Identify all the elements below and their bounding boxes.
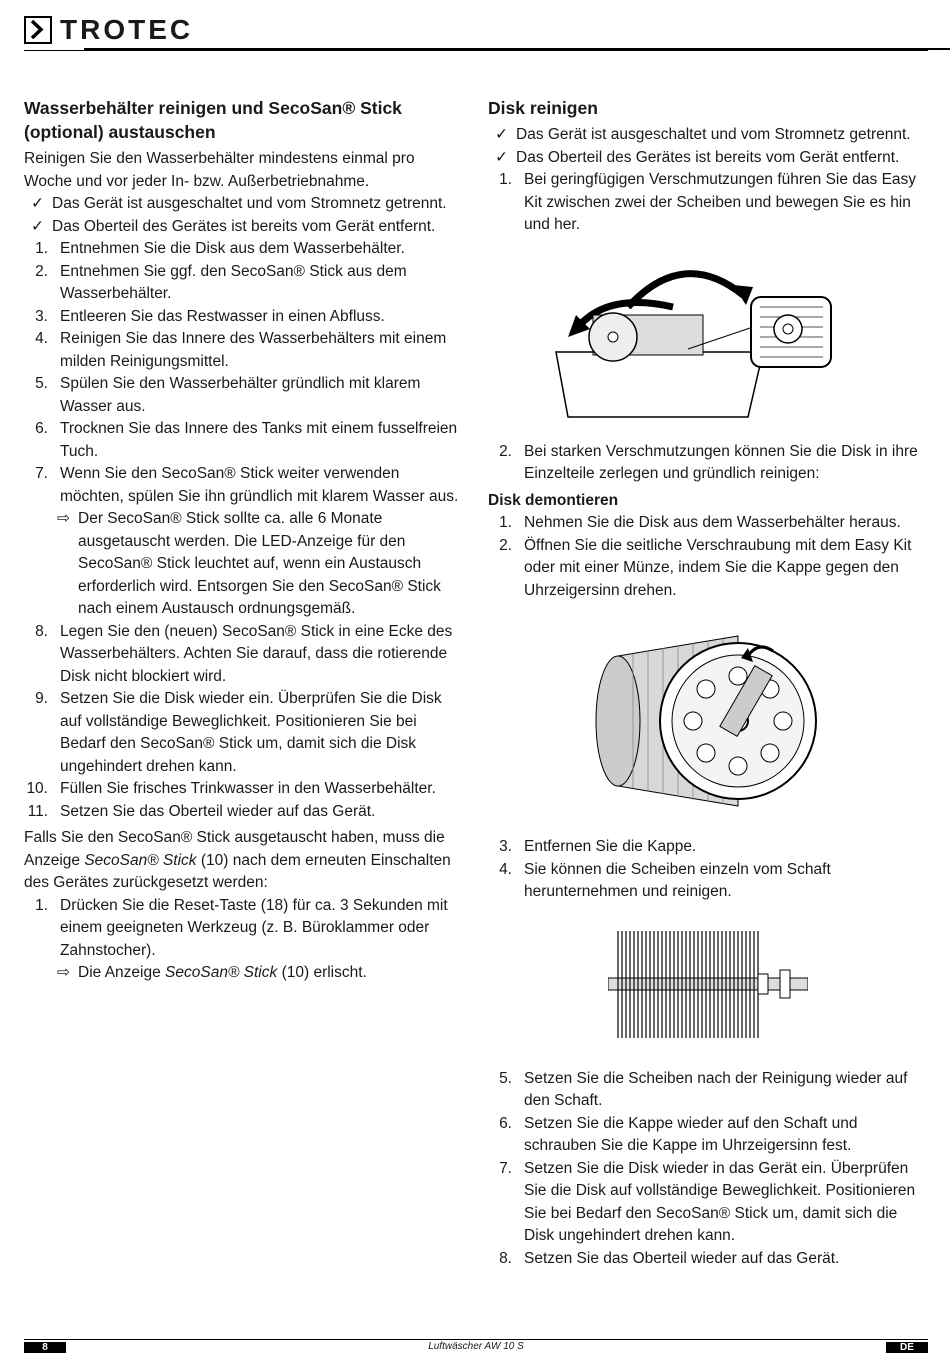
check-item: ✓ Das Gerät ist ausgeschaltet und vom Stromnetz getrennt.	[24, 193, 464, 216]
subsection-title-disassemble: Disk demontieren	[488, 491, 619, 509]
check-item: ✓ Das Oberteil des Gerätes ist bereits vom Gerät entfernt.	[488, 147, 928, 170]
disk-cleaning-illustration	[538, 257, 878, 427]
list-item: 4. Reinigen Sie das Innere des Wasserbehälters mit einem milden Reinigungsmittel.	[35, 330, 447, 370]
list-item: 6. Trocknen Sie das Innere des Tanks mit einem fusselfreien Tuch.	[35, 420, 458, 460]
list-item: 7. Wenn Sie den SecoSan® Stick weiter verwenden möchten, spülen Sie ihn gründlich mit klarem Wasser aus.	[35, 465, 459, 505]
right-column	[488, 96, 928, 1270]
list-item: 1. Entnehmen Sie die Disk aus dem Wasserbehälter.	[35, 240, 405, 257]
list-item: 3. Entleeren Sie das Restwasser in einen Abfluss.	[35, 307, 385, 325]
check-icon: ✓	[31, 217, 44, 235]
arrow-right-icon: ⇨	[57, 964, 70, 981]
list-item: 1. Drücken Sie die Reset-Taste (18) für ca. 3 Sekunden mit einem geeigneten Werkzeug (z. B. Büroklammer oder Zahnstocher).	[35, 896, 448, 959]
list-item: 2. Öffnen Sie die seitliche Verschraubung mit dem Easy Kit oder mit einer Münze, indem Sie die Kappe gegen den Uhrzeigersinn drehen.	[499, 536, 912, 599]
check-icon: ✓	[31, 195, 44, 212]
reset-paragraph: Falls Sie den SecoSan® Stick ausgetauscht haben, muss die Anzeige SecoSan® Stick (10) nach dem erneuten Einschalten des Gerätes zurückgesetzt werden:	[24, 829, 451, 891]
list-item: 8. Legen Sie den (neuen) SecoSan® Stick in eine Ecke des Wasserbehälters. Achten Sie darauf, dass die rotierende Disk nicht blockiert wird.	[35, 622, 453, 685]
language-code: DE	[886, 1342, 928, 1353]
list-item: 4. Sie können die Scheiben einzeln vom Schaft herunternehmen und reinigen.	[499, 860, 831, 900]
check-item: ✓ Das Oberteil des Gerätes ist bereits vom Gerät entfernt.	[24, 216, 464, 239]
list-item: 11. Setzen Sie das Oberteil wieder auf das Gerät.	[27, 802, 376, 820]
list-item: 1. Bei geringfügigen Verschmutzungen führen Sie das Easy Kit zwischen zwei der Scheiben und bewegen Sie es hin und her.	[499, 171, 917, 233]
page-footer	[24, 1339, 928, 1354]
list-item: 3. Entfernen Sie die Kappe.	[499, 838, 697, 855]
list-item: 2. Entnehmen Sie ggf. den SecoSan® Stick aus dem Wasserbehälter.	[35, 262, 407, 302]
section-title-disk: Disk reinigen	[488, 98, 598, 118]
brand-name: TROTEC	[60, 14, 194, 45]
list-item: 10. Füllen Sie frisches Trinkwasser in den Wasserbehälter.	[26, 780, 436, 797]
product-name: Luftwäscher AW 10 S	[428, 1341, 524, 1352]
arrow-right-icon: ⇨	[57, 510, 70, 527]
disk-shaft-illustration	[608, 926, 808, 1046]
result-item: ⇨ Die Anzeige SecoSan® Stick (10) erlischt.	[24, 962, 464, 985]
disk-drum-illustration	[588, 626, 828, 816]
check-item: ✓ Das Gerät ist ausgeschaltet und vom Stromnetz getrennt.	[488, 124, 928, 147]
check-icon: ✓	[495, 126, 508, 143]
list-item: 2. Bei starken Verschmutzungen können Sie die Disk in ihre Einzelteile zerlegen und gründlich reinigen:	[499, 442, 918, 482]
list-item: 5. Spülen Sie den Wasserbehälter gründlich mit klarem Wasser aus.	[35, 375, 421, 415]
list-item: 9. Setzen Sie die Disk wieder ein. Überprüfen Sie die Disk auf vollständige Beweglichkeit. Positionieren Sie bei Bedarf den SecoSan® Stick um, damit sich die Disk ungehindert drehen kann.	[35, 690, 442, 775]
page-header	[24, 16, 928, 52]
check-icon: ✓	[495, 148, 508, 166]
list-item: 6. Setzen Sie die Kappe wieder auf den Schaft und schrauben Sie die Kappe im Uhrzeigersinn fest.	[499, 1114, 858, 1154]
page-number: 8	[24, 1342, 66, 1353]
intro-paragraph: Reinigen Sie den Wasserbehälter mindestens einmal pro Woche und vor jeder In- bzw. Außerbetriebnahme.	[24, 150, 415, 190]
left-column	[24, 96, 464, 985]
list-item: 5. Setzen Sie die Scheiben nach der Reinigung wieder auf den Schaft.	[499, 1069, 908, 1109]
header-divider	[24, 50, 928, 51]
result-item: ⇨ Der SecoSan® Stick sollte ca. alle 6 Monate ausgetauscht werden. Die LED-Anzeige für den SecoSan® Stick leuchtet auf, wenn ein Austausch erforderlich wird. Entsorgen Sie den SecoSan® Stick nach einem Austausch ordnungsgemäß.	[24, 508, 464, 621]
list-item: 7. Setzen Sie die Disk wieder in das Gerät ein. Überprüfen Sie die Disk auf vollständige Beweglichkeit. Positionieren Sie bei Bedarf den SecoSan® Stick um, damit sich die Disk ungehindert drehen kann.	[499, 1159, 916, 1244]
list-item: 1. Nehmen Sie die Disk aus dem Wasserbehälter heraus.	[499, 514, 901, 531]
section-title-water-tank: Wasserbehälter reinigen und SecoSan® Stick (optional) austauschen	[24, 98, 402, 142]
trotec-logo-icon	[24, 16, 52, 44]
list-item: 8. Setzen Sie das Oberteil wieder auf das Gerät.	[499, 1249, 840, 1267]
